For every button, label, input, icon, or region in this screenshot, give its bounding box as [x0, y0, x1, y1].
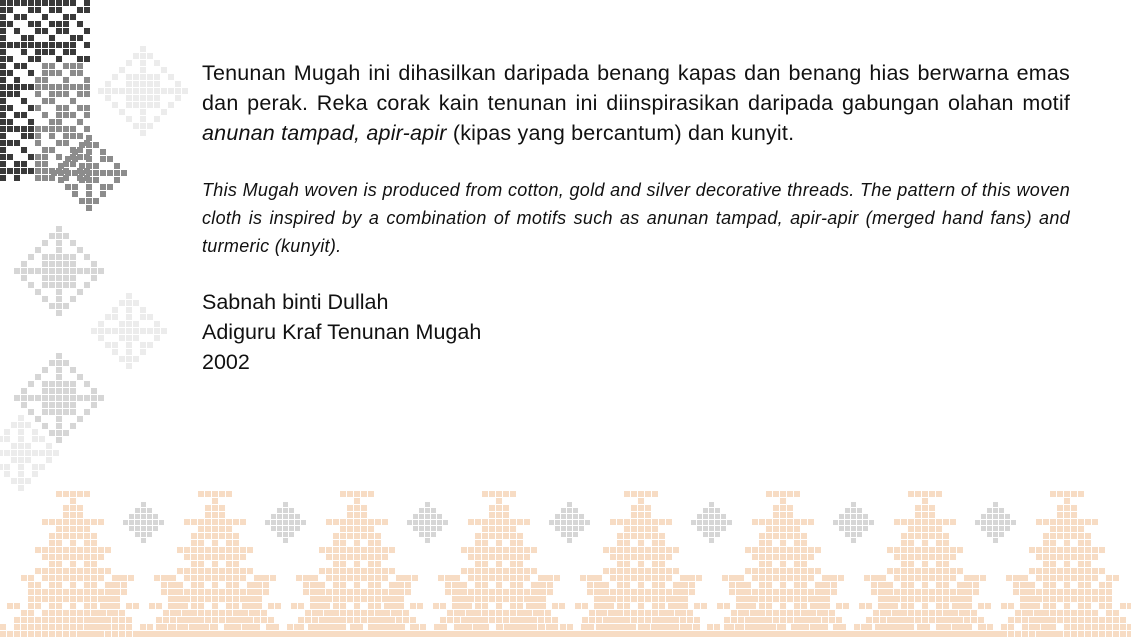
side-flower-faint-2 [91, 293, 167, 369]
small-grey-flower [691, 502, 732, 543]
small-grey-flower [407, 502, 448, 543]
artisan-title: Adiguru Kraf Tenunan Mugah [202, 320, 482, 344]
artisan-name: Sabnah binti Dullah [202, 290, 389, 314]
small-grey-flower [265, 502, 306, 543]
malay-text-part2: (kipas yang bercantum) dan kunyit. [446, 121, 795, 145]
small-grey-flower [833, 502, 874, 543]
award-year: 2002 [202, 350, 250, 374]
bottom-pixel-motif-border [0, 491, 1131, 637]
malay-text-part1: Tenunan Mugah ini dihasilkan daripada benang kapas dan benang hias berwarna emas dan perak. Reka corak kain tenunan ini diinspirasikan daripada gabungan olahan motif [202, 61, 1070, 115]
peach-base-band [0, 624, 1131, 637]
side-flower-3 [14, 353, 104, 443]
side-flower-faint-3 [0, 415, 59, 491]
text-content [202, 58, 1070, 377]
malay-motif-names: anunan tampad, apir-apir [202, 121, 447, 145]
side-flower-faint-1 [98, 46, 188, 136]
small-grey-flower [549, 502, 590, 543]
english-description: This Mugah woven is produced from cotton, gold and silver decorative threads. The pattern of this woven cloth is inspired by a combination of motifs such as anunan tampad, apir-apir (merged hand fans) and turmeric (kunyit). [202, 180, 1070, 256]
small-grey-flower [123, 502, 164, 543]
credit-block [202, 287, 1070, 377]
malay-description [202, 58, 1070, 148]
small-grey-flower [975, 502, 1016, 543]
side-flower-2 [14, 226, 104, 316]
side-flower-1 [51, 135, 127, 211]
left-side-pixel-motif [0, 0, 188, 491]
